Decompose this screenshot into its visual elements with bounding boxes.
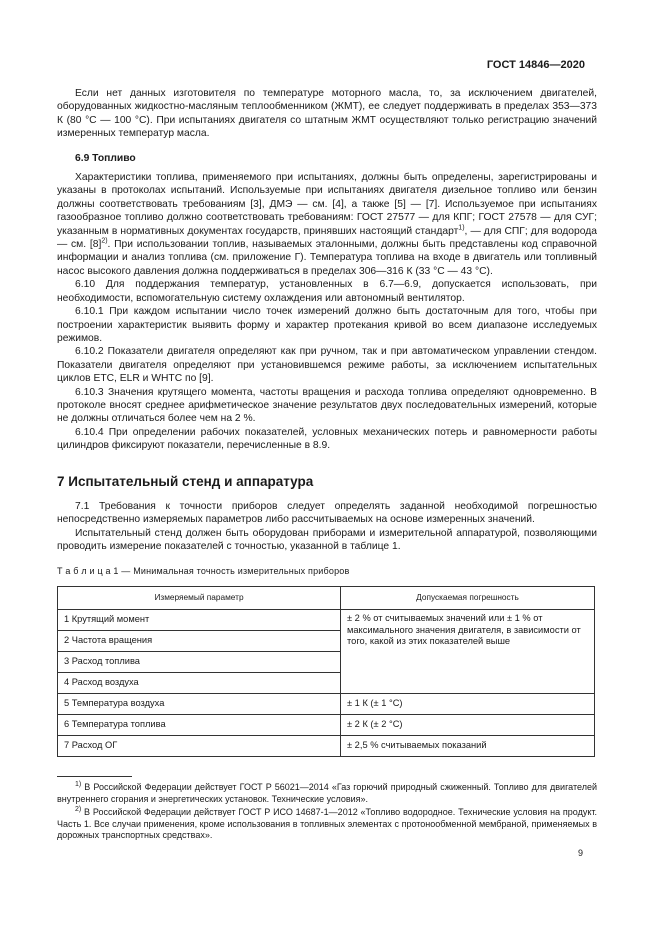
paragraph-7-1: 7.1 Требования к точности приборов следует определять заданной необходимой погрешностью непосредственно измеряемых параметров либо рассчитываемых на основе измеренных значений. [57,500,597,526]
paragraph-6-10-1: 6.10.1 При каждом испытании число точек измерений должно быть достаточным для того, чтобы при построении характеристик выявить форму и характер протекания кривой во всем диапазоне исследуемых режимов. [57,306,597,344]
footnote-ref-1: 1) [458,224,465,232]
footnote-1-text: В Российской Федерации действует ГОСТ Р 56021—2014 «Газ горючий природный сжиженный. Топливо для двигателей внутреннего сгорания и энергетических установок. Технические условия». [57,782,597,804]
column-header-error: Допускаемая погрешность [341,587,595,610]
table-caption [57,565,597,578]
footnote-2 [57,807,597,842]
footnote-2-mark: 2) [75,806,82,813]
table-cell-parameter: 7 Расход ОГ [58,736,341,757]
fuel-text-part1: Характеристики топлива, применяемого при испытаниях, должны быть определены, зарегистрированы и указаны в протоколах испытаний. Используемые при испытаниях двигателя дизельное топливо или бензин должны соответствовать требованиям [3], ДМЭ — см. [4], а также [5] — [7]. Используемое при испытаниях газообразное топливо должно соответствовать требованиям: ГОСТ 27577 — для КПГ; ГОСТ 27578 — для СУГ; указанным в нормативных документах государств, принявших настоящий стандарт [57,172,597,237]
table-cell-error: ± 2,5 % считываемых показаний [341,736,595,757]
paragraph-7-1-equipment: Испытательный стенд должен быть оборудован приборами и измерительной аппаратурой, позволяющими проводить измерение показателей с точностью, указанной в таблице 1. [57,527,597,553]
paragraph-6-10-4: 6.10.4 При определении рабочих показателей, условных механических потерь и равномерности работы цилиндров фиксируют показатели, перечисленные в 8.9. [57,426,597,452]
table-cell-error: ± 2 % от считываемых значений или ± 1 % от максимального значения двигателя, в зависимости от того, какой из этих показателей выше [341,610,595,694]
page-number: 9 [577,848,583,858]
footnote-separator [57,776,132,777]
accuracy-table [57,586,595,757]
section-heading-fuel: 6.9 Топливо [75,152,136,164]
table-cell-parameter: 2 Частота вращения [58,631,341,652]
paragraph-fuel-characteristics [57,171,597,278]
footnote-1-mark: 1) [75,781,82,788]
footnote-1 [57,782,597,805]
table-cell-parameter: 6 Температура топлива [58,715,341,736]
table-row [58,610,595,631]
paragraph-6-10-3: 6.10.3 Значения крутящего момента, частоты вращения и расхода топлива определяют одновременно. В протоколе вносят среднее арифметическое значение результатов двух последовательных измерений, которые не должны отличаться более чем на 2 %. [57,386,597,425]
table-row [58,736,595,757]
table-cell-parameter: 4 Расход воздуха [58,673,341,694]
table-cell-parameter: 5 Температура воздуха [58,694,341,715]
column-header-parameter: Измеряемый параметр [58,587,341,610]
paragraph-6-10: 6.10 Для поддержания температур, установленных в 6.7—6.9, допускается использовать, при необходимости, вспомогательную систему охлаждения или автономный вентилятор. [57,279,597,304]
fuel-text-part3: . При использовании топлив, называемых эталонными, должны быть представлены код справочной информации и анализ топлива (см. приложение Г). Температура топлива на входе в двигатель или топливный насос высокого давления должна поддерживаться в пределах 306—316 К (33 °С — 43 °С). [57,239,597,277]
page-content [57,87,597,844]
table-cell-parameter: 3 Расход топлива [58,652,341,673]
table-cell-error: ± 1 К (± 1 °С) [341,694,595,715]
document-id-header: ГОСТ 14846—2020 [486,59,585,71]
table-caption-text: 1 — Минимальная точность измерительных приборов [113,565,350,576]
footnote-ref-2: 2) [101,237,108,245]
table-cell-error: ± 2 К (± 2 °С) [341,715,595,736]
paragraph-oil-temperature: Если нет данных изготовителя по температуре моторного масла, то, за исключением двигателей, оборудованных жидкостно-масляным теплообменником (ЖМТ), ее следует поддерживать в пределах 353—373 К (80 °С — 100 °С). При испытаниях двигателя со штатным ЖМТ осуществляют только регистрацию значений измеренных температур масла. [57,88,597,140]
table-caption-prefix: Т а б л и ц а [57,565,111,576]
table-row [58,694,595,715]
table-row [58,715,595,736]
table-cell-parameter: 1 Крутящий момент [58,610,341,631]
footnote-2-text: В Российской Федерации действует ГОСТ Р ИСО 14687-1—2012 «Топливо водородное. Технические условия на продукт. Часть 1. Все случаи применения, кроме использования в топливных элементах с протонообменной мембраной, применяемых в дорожных транспортных средствах». [57,807,597,840]
section-heading-test-bench: 7 Испытательный стенд и аппаратура [57,473,314,489]
paragraph-6-10-2: 6.10.2 Показатели двигателя определяют как при ручном, так и при автоматическом управлении стендом. Показатели двигателя определяют при установившемся режиме работы, за исключением испытательных циклов ETC, ELR и WHTC по [9]. [57,346,597,385]
fuel-text-part2: , — для СПГ; для водорода — см. [8] [57,225,597,251]
table-header-row [58,587,595,610]
